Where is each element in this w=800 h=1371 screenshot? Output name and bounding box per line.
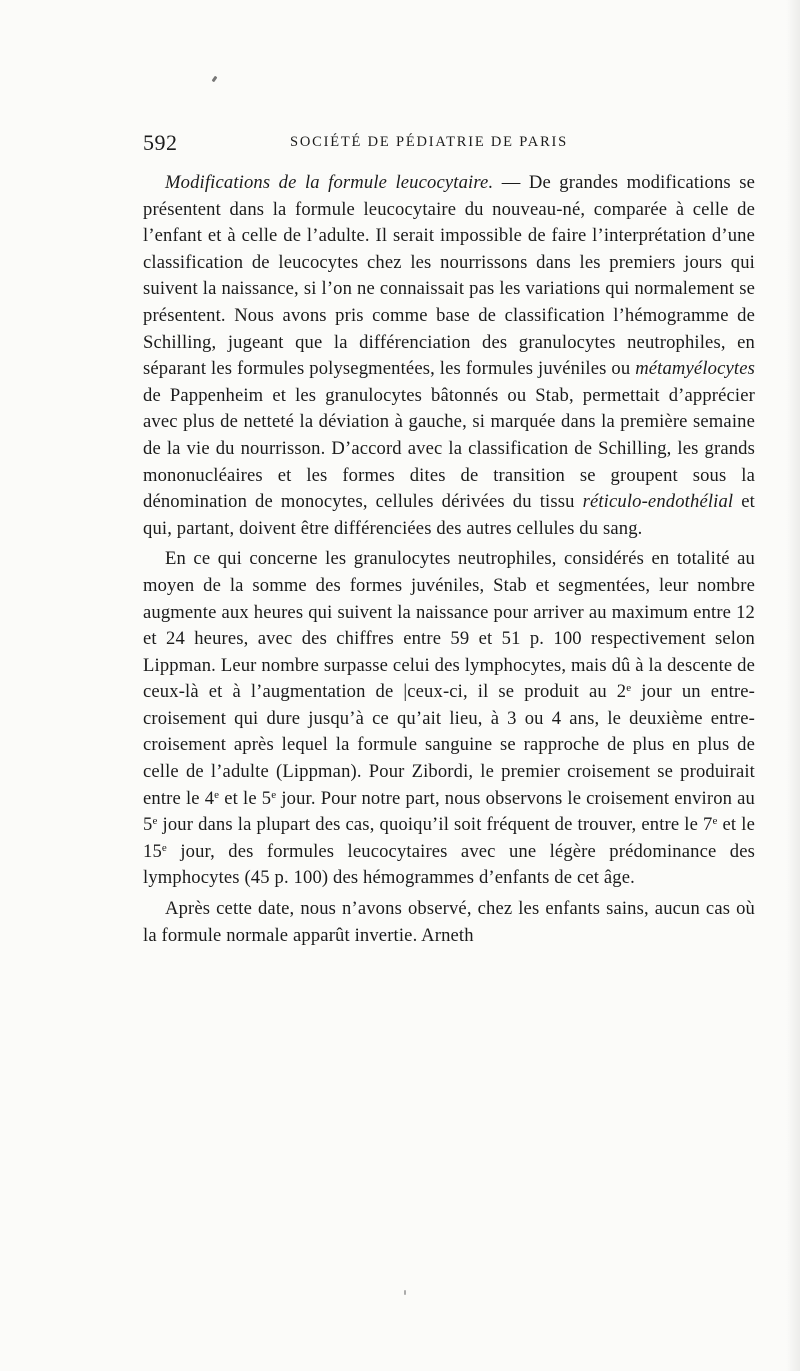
italic-term: réticulo-endothélial	[582, 491, 734, 513]
paragraph-text: Après cette date, nous n’avons observé, chez les enfants sains, aucun cas où la formule normale apparût invertie. Arneth	[143, 898, 755, 946]
page-edge-shadow	[786, 0, 800, 1371]
ordinal-superscript: e	[161, 841, 167, 854]
paragraph-text: jour un entre-croisement qui dure jusqu’à ce qu’ait lieu, à 3 ou 4 ans, le deuxième entre-croisement après lequel la formule sanguine se rapproche de plus en plus de celle de l’adulte (Lippman). Pour Zibordi, le premier croisement se produirait entre le 4	[143, 681, 755, 809]
paragraph-text: jour dans la plupart des cas, quoiqu’il soit fréquent de trouver, entre le 7	[157, 814, 713, 836]
page-number: 592	[143, 130, 178, 155]
ordinal-superscript: e	[152, 815, 158, 828]
running-head: SOCIÉTÉ DE PÉDIATRIE DE PARIS	[290, 134, 569, 150]
paragraph-1	[143, 170, 755, 542]
page-header	[143, 130, 755, 154]
paragraph-text: et le 5	[219, 787, 272, 809]
paragraph-text: et qui, partant, doivent être différenciées des autres cellules du sang.	[143, 491, 755, 539]
ordinal-superscript: e	[626, 682, 632, 695]
paragraph-text: jour. Pour notre part, nous observons le croisement environ au 5	[143, 787, 755, 836]
paragraph-text: et le 15	[143, 814, 755, 862]
italic-term: métamyélocytes	[635, 358, 755, 380]
paragraph-3	[143, 896, 755, 949]
scan-speck	[212, 76, 218, 83]
section-heading: Modifications de la formule leucocytaire.	[165, 172, 494, 193]
paragraph-text: En ce qui concerne les granulocytes neutrophiles, considérés en totalité au moyen de la somme des formes juvéniles, Stab et segmentées, leur nombre augmente aux heures qui suivent la naissance pour arriver au maximum entre 12 et 24 heures, avec des chiffres entre 59 et 51 p. 100 respectivement selon Lippman. Leur nombre surpasse celui des lymphocytes, mais dû à la descente de ceux-là et à l’augmentation de |ceux-ci, il se produit au 2	[143, 548, 755, 703]
paragraph-text: de Pappenheim et les granulocytes bâtonnés ou Stab, permettait d’apprécier avec plus de netteté la déviation à gauche, si marquée dans la première semaine de la vie du nourrisson. D’accord avec la classification de Schilling, les grands mononucléaires et les formes dites de transition se groupent sous la dénomination de monocytes, cellules dérivées du tissu	[143, 384, 755, 513]
ordinal-superscript: e	[214, 788, 220, 801]
ordinal-superscript: e	[271, 788, 277, 801]
paragraph-text: jour, des formules leucocytaires avec une légère prédominance des lymphocytes (45 p. 100) des hémogrammes d’enfants de cet âge.	[143, 840, 755, 889]
paragraph-2	[143, 546, 755, 892]
paragraph-text: — De grandes modifications se présentent dans la formule leucocytaire du nouveau-né, comparée à celle de l’enfant et à celle de l’adulte. Il serait impossible de faire l’interprétation d’une classification de leucocytes chez les nourrissons dans les premiers jours qui suivent la naissance, si l’on ne connaissait pas les variations qui normalement se présentent. Nous avons pris comme base de classification l’hémogramme de Schilling, jugeant que la différenciation des granulocytes neutrophiles, en séparant les formules polysegmentées, les formules juvéniles ou	[143, 172, 755, 380]
ordinal-superscript: e	[712, 815, 718, 828]
body-text	[143, 170, 755, 949]
scan-speck	[404, 1290, 406, 1295]
